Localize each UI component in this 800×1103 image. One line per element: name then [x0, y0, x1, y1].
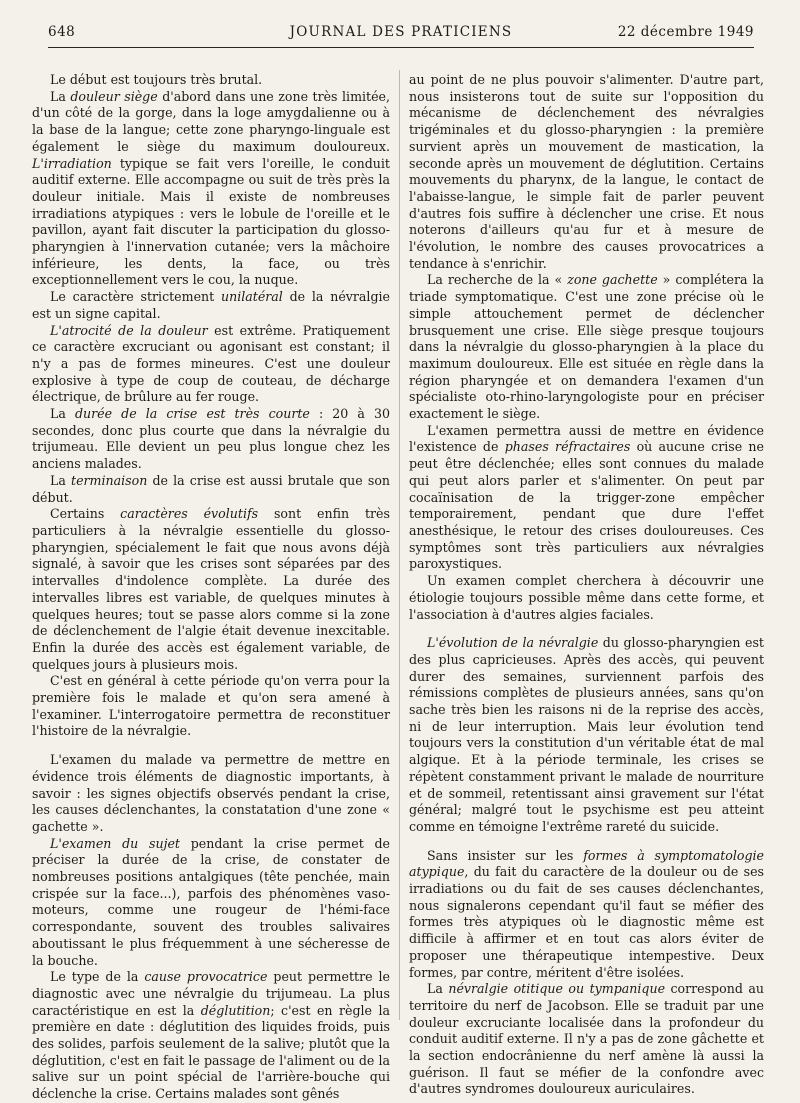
paragraph: Le début est toujours très brutal. [50, 72, 263, 87]
paragraph: La terminaison de la crise est aussi brutale que son début. [32, 472, 391, 505]
journal-title: JOURNAL DES PRATICIENS [289, 24, 513, 40]
paragraph: Certains caractères évolutifs sont enfin très particuliers à la névralgie essentielle du glosso-pharyngien, spécialement le fait que nous avons déjà signalé, à savoir que les crises sont séparées par des intervalles d'indolence complète. La durée des intervalles libres est variable, de quelques minutes à quelques heures; tout se passe alors comme si la zone de déclenchement de l'algie était devenue inexcitable. Enfin la durée des accès est également variable, de quelques jours à plusieurs mois. [32, 506, 390, 672]
right-column [409, 72, 764, 1098]
paragraph: Le type de la cause provocatrice peut permettre le diagnostic avec une névralgie du trijumeau. La plus caractéristique en est la déglutition; c'est en règle la première en date : déglutition des liquides froids, puis des solides, parfois seulement de la salive; plutôt que la déglutition, c'est en fait le passage de l'aliment ou de la salive sur un point spécial de l'arrière-bouche qui déclenche la crise. Certains malades sont gênés [32, 969, 390, 1102]
left-column [32, 72, 390, 1103]
paragraph: L'examen du malade va permettre de mettre en évidence trois éléments de diagnostic importants, à savoir : les signes objectifs observés pendant la crise, les causes déclenchantes, la constatation d'une zone « gachette ». [32, 752, 390, 834]
paragraph: Un examen complet cherchera à découvrir une étiologie toujours possible même dans cette forme, et l'association à d'autres algies faciales. [409, 573, 764, 622]
paragraph: L'examen du sujet pendant la crise permet de préciser la durée de la crise, de constater de nombreuses positions antalgiques (tête penchée, main crispée sur la face...), parfois des phénomènes vaso-moteurs, comme une rougeur de l'hémi-face correspondante, souvent des troubles salivaires aboutissant le plus fréquemment à une sécheresse de la bouche. [32, 835, 390, 968]
paragraph: La durée de la crise est très courte : 20 à 30 secondes, donc plus courte que dans la névralgie du trijumeau. Elle devient un peu plus longue chez les anciens malades. [32, 406, 390, 472]
paragraph: La douleur siège d'abord dans une zone très limitée, d'un côté de la gorge, dans la loge amygdalienne ou à la base de la langue; cette zone pharyngo-linguale est également le siège du maximum douloureux. L'irradiation typique se fait vers l'oreille, le conduit auditif externe. Elle accompagne ou suit de très près la douleur initiale. Mais il existe de nombreuses irradiations atypiques : vers le lobule de l'oreille et le pavillon, ayant fait discuter la participation du glosso-pharyngien à l'innervation cutanée; vers la mâchoire inférieure, les dents, la face, ou très exceptionnellement vers le cou, la nuque. [32, 88, 391, 288]
page-number: 648 [48, 24, 76, 40]
paragraph: La recherche de la « zone gachette » complétera la triade symptomatique. C'est une zone précise où le simple attouchement permet de déclencher brusquement une crise. Elle siège presque toujours dans la névralgie du glosso-pharyngien à la place du maximum douloureux. Elle est située en règle dans la région pharyngée et on demandera l'examen d'un spécialiste oto-rhino-laryngologiste pour en préciser exactement le siège. [409, 272, 765, 422]
paragraph: Sans insister sur les formes à symptomatologie atypique, du fait du caractère de la douleur ou de ses irradiations ou du fait de ses causes déclenchantes, nous signalerons cependant qu'il faut se méfier des formes très atypiques où le diagnostic même est difficile à affirmer et en tout cas alors éviter de proposer une thérapeutique intempestive. Deux formes, par contre, méritent d'être isolées. [409, 847, 765, 980]
paragraph: L'évolution de la névralgie du glosso-pharyngien est des plus capricieuses. Après des accès, qui peuvent durer des semaines, surviennent parfois des rémissions complètes de plusieurs années, sans qu'on sache très bien les raisons ni de la reprise des accès, ni de leur interruption. Mais leur évolution tend toujours vers la constitution d'un véritable état de mal algique. Et à la période terminale, les crises se répètent constamment privant le malade de nourriture et de sommeil, retentissant ainsi gravement sur l'état général; malgré tout le psychisme est peu atteint comme en témoigne l'extrême rareté du suicide. [409, 635, 764, 834]
paragraph: Le caractère strictement unilatéral de la névralgie est un signe capital. [32, 289, 390, 321]
page-header [48, 24, 754, 48]
header-rule [48, 47, 754, 48]
paragraph: L'atrocité de la douleur est extrême. Pratiquement ce caractère excruciant ou agonisant est constant; il n'y a pas de formes mineures. C'est une douleur explosive à type de coup de couteau, de décharge électrique, de brûlure au fer rouge. [32, 322, 390, 405]
paragraph: La névralgie otitique ou tympanique correspond au territoire du nerf de Jacobson. Elle se traduit par une douleur excruciante localisée dans la profondeur du conduit auditif externe. Il n'y a pas de zone gâchette et la section endocrânienne du nerf amène là aussi la guérison. Il faut se méfier de la confondre avec d'autres syndromes douloureux auriculaires. [409, 981, 764, 1097]
paragraph: L'examen permettra aussi de mettre en évidence l'existence de phases réfractaires où aucune crise ne peut être déclenchée; elles sont connues du malade qui peut alors parler et s'alimenter. On peut par cocaïnisation de la trigger-zone empêcher temporairement, pendant que dure l'effet anesthésique, le retour des crises douloureuses. Ces symptômes sont très particuliers aux névralgies paroxystiques. [409, 422, 764, 572]
issue-date: 22 décembre 1949 [617, 24, 754, 40]
paragraph: C'est en général à cette période qu'on verra pour la première fois le malade et qu'on sera amené à l'examiner. L'interrogatoire permettra de reconstituer l'histoire de la névralgie. [32, 673, 390, 739]
paragraph: au point de ne plus pouvoir s'alimenter. D'autre part, nous insisterons tout de suite sur l'opposition du mécanisme de déclenchement des névralgies trigéminales et du glosso-pharyngien : la première survient après un mouvement de mastication, la seconde après un mouvement de déglutition. Certains mouvements du pharynx, de la langue, le contact de l'abaisse-langue, le simple fait de parler peuvent d'autres fois suffire à déclencher une crise. Et nous noterons d'ailleurs qu'au fur et à mesure de l'évolution, le nombre des causes provocatrices a tendance à s'enrichir. [409, 72, 764, 271]
column-divider [399, 70, 400, 1020]
